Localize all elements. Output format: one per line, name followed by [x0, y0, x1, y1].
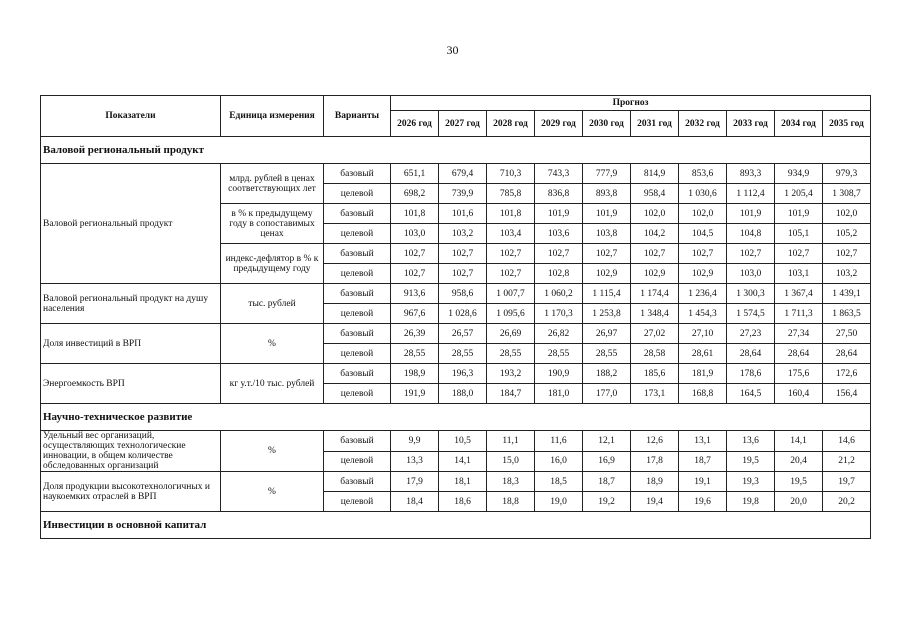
header-unit: Единица измерения: [221, 96, 324, 137]
indicator-name: Доля продукции высокотехнологичных и наукоемких отраслей в ВРП: [41, 472, 221, 512]
value-cell: 190,9: [535, 364, 583, 384]
value-cell: 102,7: [727, 244, 775, 264]
value-cell: 1 300,3: [727, 284, 775, 304]
value-cell: 27,10: [679, 324, 727, 344]
value-cell: 168,8: [679, 384, 727, 404]
value-cell: 185,6: [631, 364, 679, 384]
value-cell: 853,6: [679, 164, 727, 184]
value-cell: 19,3: [727, 472, 775, 492]
value-cell: 14,6: [823, 431, 871, 452]
value-cell: 18,8: [487, 492, 535, 512]
value-cell: 13,6: [727, 431, 775, 452]
value-cell: 102,7: [391, 264, 439, 284]
variant-cell: целевой: [324, 451, 391, 472]
value-cell: 184,7: [487, 384, 535, 404]
value-cell: 101,6: [439, 204, 487, 224]
value-cell: 28,55: [487, 344, 535, 364]
value-cell: 28,55: [583, 344, 631, 364]
variant-cell: целевой: [324, 264, 391, 284]
value-cell: 26,57: [439, 324, 487, 344]
header-year: 2027 год: [439, 111, 487, 137]
value-cell: 102,7: [583, 244, 631, 264]
value-cell: 18,7: [679, 451, 727, 472]
value-cell: 814,9: [631, 164, 679, 184]
value-cell: 101,9: [775, 204, 823, 224]
variant-cell: базовый: [324, 244, 391, 264]
value-cell: 15,0: [487, 451, 535, 472]
header-year: 2029 год: [535, 111, 583, 137]
variant-cell: целевой: [324, 304, 391, 324]
header-variants: Варианты: [324, 96, 391, 137]
value-cell: 19,2: [583, 492, 631, 512]
value-cell: 28,61: [679, 344, 727, 364]
value-cell: 17,8: [631, 451, 679, 472]
table-row: [41, 472, 871, 492]
value-cell: 1 863,5: [823, 304, 871, 324]
value-cell: 19,6: [679, 492, 727, 512]
value-cell: 18,5: [535, 472, 583, 492]
value-cell: 28,64: [775, 344, 823, 364]
value-cell: 102,0: [679, 204, 727, 224]
variant-cell: базовый: [324, 204, 391, 224]
value-cell: 785,8: [487, 184, 535, 204]
value-cell: 102,9: [679, 264, 727, 284]
value-cell: 173,1: [631, 384, 679, 404]
header-year: 2033 год: [727, 111, 775, 137]
value-cell: 967,6: [391, 304, 439, 324]
value-cell: 958,4: [631, 184, 679, 204]
indicator-name: Удельный вес организаций, осуществляющих технологические инновации, в общем количестве обследованных организаций: [41, 431, 221, 472]
variant-cell: целевой: [324, 184, 391, 204]
value-cell: 20,2: [823, 492, 871, 512]
value-cell: 19,5: [727, 451, 775, 472]
value-cell: 102,7: [439, 244, 487, 264]
value-cell: 777,9: [583, 164, 631, 184]
unit-cell: %: [221, 472, 324, 512]
forecast-table: [40, 95, 871, 539]
value-cell: 14,1: [775, 431, 823, 452]
value-cell: 17,9: [391, 472, 439, 492]
section-row: [41, 137, 871, 164]
variant-cell: базовый: [324, 431, 391, 452]
value-cell: 28,64: [823, 344, 871, 364]
value-cell: 1 028,6: [439, 304, 487, 324]
value-cell: 193,2: [487, 364, 535, 384]
value-cell: 27,02: [631, 324, 679, 344]
value-cell: 9,9: [391, 431, 439, 452]
value-cell: 188,0: [439, 384, 487, 404]
value-cell: 18,9: [631, 472, 679, 492]
value-cell: 710,3: [487, 164, 535, 184]
variant-cell: базовый: [324, 284, 391, 304]
indicator-name: Доля инвестиций в ВРП: [41, 324, 221, 364]
value-cell: 102,7: [535, 244, 583, 264]
table-row: [41, 364, 871, 384]
value-cell: 16,0: [535, 451, 583, 472]
value-cell: 958,6: [439, 284, 487, 304]
section-row: [41, 512, 871, 539]
value-cell: 913,6: [391, 284, 439, 304]
value-cell: 11,6: [535, 431, 583, 452]
value-cell: 1 367,4: [775, 284, 823, 304]
unit-cell: %: [221, 324, 324, 364]
value-cell: 28,58: [631, 344, 679, 364]
page-number: 30: [446, 43, 459, 57]
value-cell: 1 711,3: [775, 304, 823, 324]
value-cell: 102,9: [631, 264, 679, 284]
value-cell: 102,0: [823, 204, 871, 224]
value-cell: 105,1: [775, 224, 823, 244]
header-year: 2026 год: [391, 111, 439, 137]
value-cell: 1 060,2: [535, 284, 583, 304]
value-cell: 18,1: [439, 472, 487, 492]
variant-cell: целевой: [324, 492, 391, 512]
value-cell: 102,9: [583, 264, 631, 284]
value-cell: 102,7: [391, 244, 439, 264]
value-cell: 191,9: [391, 384, 439, 404]
value-cell: 12,1: [583, 431, 631, 452]
value-cell: 14,1: [439, 451, 487, 472]
variant-cell: базовый: [324, 364, 391, 384]
value-cell: 26,82: [535, 324, 583, 344]
header-forecast: Прогноз: [391, 96, 871, 111]
table-row: [41, 324, 871, 344]
value-cell: 1 454,3: [679, 304, 727, 324]
indicator-name: Валовой региональный продукт на душу населения: [41, 284, 221, 324]
value-cell: 103,2: [823, 264, 871, 284]
value-cell: 1 308,7: [823, 184, 871, 204]
value-cell: 19,1: [679, 472, 727, 492]
value-cell: 101,9: [535, 204, 583, 224]
value-cell: 196,3: [439, 364, 487, 384]
value-cell: 1 205,4: [775, 184, 823, 204]
unit-cell: тыс. рублей: [221, 284, 324, 324]
value-cell: 103,8: [583, 224, 631, 244]
value-cell: 26,97: [583, 324, 631, 344]
value-cell: 104,5: [679, 224, 727, 244]
value-cell: 102,7: [487, 244, 535, 264]
value-cell: 103,0: [727, 264, 775, 284]
value-cell: 104,2: [631, 224, 679, 244]
value-cell: 105,2: [823, 224, 871, 244]
value-cell: 18,3: [487, 472, 535, 492]
header-year: 2035 год: [823, 111, 871, 137]
value-cell: 156,4: [823, 384, 871, 404]
value-cell: 27,50: [823, 324, 871, 344]
value-cell: 103,2: [439, 224, 487, 244]
value-cell: 1 115,4: [583, 284, 631, 304]
value-cell: 1 253,8: [583, 304, 631, 324]
value-cell: 26,69: [487, 324, 535, 344]
value-cell: 18,4: [391, 492, 439, 512]
value-cell: 103,1: [775, 264, 823, 284]
value-cell: 698,2: [391, 184, 439, 204]
variant-cell: целевой: [324, 344, 391, 364]
value-cell: 1 007,7: [487, 284, 535, 304]
value-cell: 27,34: [775, 324, 823, 344]
indicator-name: Валовой региональный продукт: [41, 164, 221, 284]
value-cell: 102,0: [631, 204, 679, 224]
value-cell: 104,8: [727, 224, 775, 244]
header-indicators: Показатели: [41, 96, 221, 137]
value-cell: 18,6: [439, 492, 487, 512]
value-cell: 19,5: [775, 472, 823, 492]
value-cell: 13,3: [391, 451, 439, 472]
value-cell: 19,0: [535, 492, 583, 512]
variant-cell: целевой: [324, 384, 391, 404]
value-cell: 28,55: [439, 344, 487, 364]
value-cell: 1 170,3: [535, 304, 583, 324]
value-cell: 101,8: [487, 204, 535, 224]
value-cell: 102,7: [631, 244, 679, 264]
value-cell: 164,5: [727, 384, 775, 404]
value-cell: 836,8: [535, 184, 583, 204]
value-cell: 739,9: [439, 184, 487, 204]
value-cell: 1 174,4: [631, 284, 679, 304]
value-cell: 28,64: [727, 344, 775, 364]
value-cell: 102,7: [775, 244, 823, 264]
value-cell: 102,7: [439, 264, 487, 284]
value-cell: 27,23: [727, 324, 775, 344]
table-row: [41, 431, 871, 452]
value-cell: 1 030,6: [679, 184, 727, 204]
value-cell: 198,9: [391, 364, 439, 384]
value-cell: 1 236,4: [679, 284, 727, 304]
variant-cell: целевой: [324, 224, 391, 244]
section-title: Инвестиции в основной капитал: [41, 512, 871, 539]
header-year: 2034 год: [775, 111, 823, 137]
value-cell: 21,2: [823, 451, 871, 472]
value-cell: 1 574,5: [727, 304, 775, 324]
header-year: 2028 год: [487, 111, 535, 137]
value-cell: 172,6: [823, 364, 871, 384]
value-cell: 175,6: [775, 364, 823, 384]
value-cell: 1 439,1: [823, 284, 871, 304]
header-year: 2032 год: [679, 111, 727, 137]
section-row: [41, 404, 871, 431]
header-year: 2031 год: [631, 111, 679, 137]
value-cell: 934,9: [775, 164, 823, 184]
value-cell: 743,3: [535, 164, 583, 184]
value-cell: 181,0: [535, 384, 583, 404]
value-cell: 177,0: [583, 384, 631, 404]
value-cell: 103,0: [391, 224, 439, 244]
value-cell: 103,4: [487, 224, 535, 244]
value-cell: 19,7: [823, 472, 871, 492]
section-title: Научно-техническое развитие: [41, 404, 871, 431]
value-cell: 26,39: [391, 324, 439, 344]
table-row: [41, 284, 871, 304]
value-cell: 178,6: [727, 364, 775, 384]
value-cell: 101,9: [583, 204, 631, 224]
value-cell: 20,4: [775, 451, 823, 472]
section-title: Валовой региональный продукт: [41, 137, 871, 164]
value-cell: 1 095,6: [487, 304, 535, 324]
value-cell: 651,1: [391, 164, 439, 184]
unit-cell: в % к предыдущему году в сопоставимых ценах: [221, 204, 324, 244]
value-cell: 893,3: [727, 164, 775, 184]
value-cell: 103,6: [535, 224, 583, 244]
value-cell: 16,9: [583, 451, 631, 472]
value-cell: 102,8: [535, 264, 583, 284]
value-cell: 18,7: [583, 472, 631, 492]
value-cell: 101,9: [727, 204, 775, 224]
indicator-name: Энергоемкость ВРП: [41, 364, 221, 404]
unit-cell: %: [221, 431, 324, 472]
value-cell: 181,9: [679, 364, 727, 384]
value-cell: 28,55: [391, 344, 439, 364]
variant-cell: базовый: [324, 164, 391, 184]
value-cell: 1 348,4: [631, 304, 679, 324]
value-cell: 160,4: [775, 384, 823, 404]
variant-cell: базовый: [324, 472, 391, 492]
value-cell: 10,5: [439, 431, 487, 452]
value-cell: 28,55: [535, 344, 583, 364]
variant-cell: базовый: [324, 324, 391, 344]
unit-cell: кг у.т./10 тыс. рублей: [221, 364, 324, 404]
value-cell: 19,8: [727, 492, 775, 512]
value-cell: 19,4: [631, 492, 679, 512]
value-cell: 101,8: [391, 204, 439, 224]
table-row: [41, 164, 871, 184]
value-cell: 102,7: [823, 244, 871, 264]
value-cell: 102,7: [679, 244, 727, 264]
unit-cell: индекс-дефлятор в % к предыдущему году: [221, 244, 324, 284]
value-cell: 893,8: [583, 184, 631, 204]
value-cell: 12,6: [631, 431, 679, 452]
value-cell: 979,3: [823, 164, 871, 184]
value-cell: 679,4: [439, 164, 487, 184]
value-cell: 102,7: [487, 264, 535, 284]
unit-cell: млрд. рублей в ценах соответствующих лет: [221, 164, 324, 204]
value-cell: 20,0: [775, 492, 823, 512]
value-cell: 13,1: [679, 431, 727, 452]
value-cell: 11,1: [487, 431, 535, 452]
value-cell: 1 112,4: [727, 184, 775, 204]
value-cell: 188,2: [583, 364, 631, 384]
header-year: 2030 год: [583, 111, 631, 137]
